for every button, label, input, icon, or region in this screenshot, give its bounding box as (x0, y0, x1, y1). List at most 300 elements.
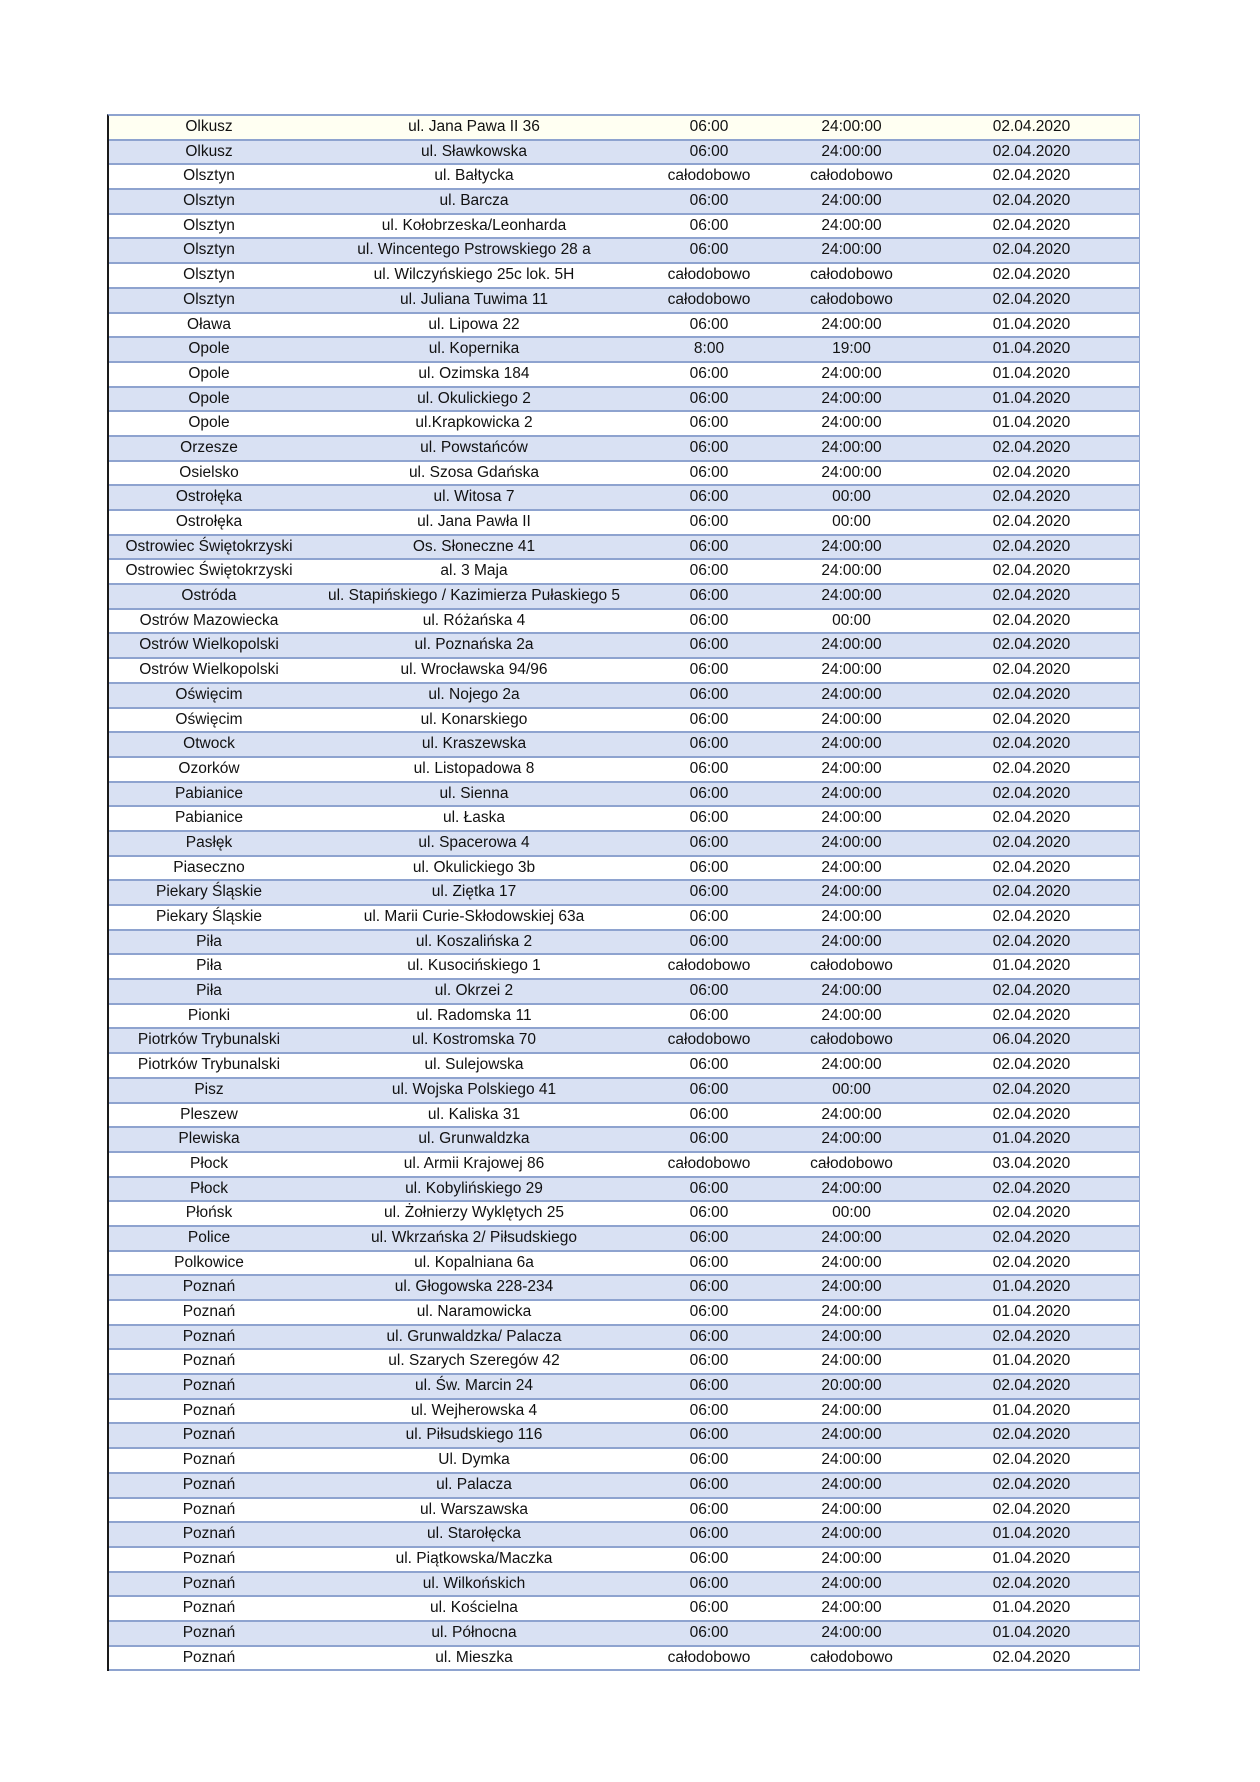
closing-time-cell: 00:00 (832, 488, 871, 506)
table-row (109, 1104, 1139, 1129)
date-cell: 02.04.2020 (992, 611, 1071, 629)
table-row (109, 1128, 1139, 1153)
date-cell: 02.04.2020 (992, 1451, 1071, 1469)
address-cell: ul. Witosa 7 (433, 488, 515, 506)
city-cell: Ostróda (181, 587, 237, 605)
address-cell: ul. Lipowa 22 (428, 315, 520, 333)
date-cell: 01.04.2020 (992, 315, 1071, 333)
closing-time-cell: 24:00:00 (821, 1327, 882, 1345)
opening-time-cell: 06:00 (689, 809, 729, 827)
city-cell: Police (187, 1228, 231, 1246)
table-row (109, 1227, 1139, 1252)
opening-time-cell: 06:00 (689, 1105, 729, 1123)
table-row (109, 1474, 1139, 1499)
date-cell: 02.04.2020 (992, 636, 1071, 654)
address-cell: ul. Kaliska 31 (427, 1105, 521, 1123)
opening-time-cell: 06:00 (689, 858, 729, 876)
opening-time-cell: 06:00 (689, 438, 729, 456)
date-cell: 02.04.2020 (992, 1105, 1071, 1123)
table-row (109, 906, 1139, 931)
city-cell: Poznań (182, 1451, 236, 1469)
table-row (109, 1647, 1139, 1672)
city-cell: Oława (187, 315, 231, 333)
city-cell: Pleszew (180, 1105, 238, 1123)
table-row (109, 338, 1139, 363)
closing-time-cell: 24:00:00 (821, 1475, 882, 1493)
closing-time-cell: 24:00:00 (821, 1401, 882, 1419)
opening-time-cell: 06:00 (689, 562, 729, 580)
closing-time-cell: 24:00:00 (821, 587, 882, 605)
date-cell: 01.04.2020 (992, 1549, 1071, 1567)
table-row (109, 412, 1139, 437)
closing-time-cell: 24:00:00 (821, 710, 882, 728)
date-cell: 02.04.2020 (992, 216, 1071, 234)
city-cell: Piła (196, 932, 222, 950)
address-cell: ul. Wejherowska 4 (410, 1401, 538, 1419)
opening-time-cell: 06:00 (689, 1475, 729, 1493)
city-cell: Piotrków Trybunalski (137, 1056, 281, 1074)
date-cell: 01.04.2020 (992, 1525, 1071, 1543)
opening-time-cell: 06:00 (689, 537, 729, 555)
table-row (109, 1326, 1139, 1351)
opening-time-cell: 06:00 (689, 1377, 729, 1395)
table-row (109, 709, 1139, 734)
address-cell: ul. Okulickiego 3b (412, 858, 536, 876)
date-cell: 02.04.2020 (992, 1253, 1071, 1271)
table-row (109, 190, 1139, 215)
table-row (109, 560, 1139, 585)
opening-time-cell: 06:00 (689, 1204, 729, 1222)
city-cell: Ostrów Mazowiecka (139, 611, 279, 629)
opening-time-cell: 06:00 (689, 759, 729, 777)
city-cell: Piła (196, 957, 222, 975)
opening-time-cell: 06:00 (689, 142, 729, 160)
opening-time-cell: 06:00 (689, 1006, 729, 1024)
date-cell: 02.04.2020 (992, 858, 1071, 876)
closing-time-cell: 20:00:00 (821, 1377, 882, 1395)
opening-time-cell: 06:00 (689, 1228, 729, 1246)
table-row (109, 1079, 1139, 1104)
closing-time-cell: 24:00:00 (821, 1179, 882, 1197)
date-cell: 02.04.2020 (992, 1377, 1071, 1395)
address-cell: ul. Kostromska 70 (411, 1031, 537, 1049)
closing-time-cell: 24:00:00 (821, 809, 882, 827)
table-row (109, 783, 1139, 808)
address-cell: ul. Wincentego Pstrowskiego 28 a (357, 241, 591, 259)
date-cell: 02.04.2020 (992, 290, 1071, 308)
city-cell: Polkowice (174, 1253, 244, 1271)
city-cell: Poznań (182, 1278, 236, 1296)
address-cell: ul. Naramowicka (416, 1303, 532, 1320)
date-cell: 01.04.2020 (992, 340, 1071, 358)
opening-time-cell: 06:00 (689, 661, 729, 679)
opening-time-cell: 06:00 (689, 1080, 729, 1098)
opening-time-cell: 06:00 (689, 982, 729, 1000)
closing-time-cell: 24:00:00 (821, 364, 882, 382)
address-cell: ul. Grunwaldzka (418, 1130, 530, 1148)
city-cell: Płock (190, 1154, 228, 1172)
date-cell: 02.04.2020 (992, 167, 1071, 185)
closing-time-cell: 24:00:00 (821, 315, 882, 333)
closing-time-cell: 24:00:00 (821, 414, 882, 432)
address-cell: ul. Kołobrzeska/Leonharda (381, 216, 567, 234)
address-cell: ul. Nojego 2a (428, 685, 520, 703)
table-row (109, 116, 1139, 141)
city-cell: Olsztyn (183, 192, 235, 210)
closing-time-cell: 24:00:00 (821, 1352, 882, 1370)
city-cell: Poznań (182, 1401, 236, 1419)
date-cell: 02.04.2020 (992, 908, 1071, 925)
address-cell: ul. Wojska Polskiego 41 (391, 1080, 557, 1098)
opening-time-cell: 06:00 (689, 1401, 729, 1419)
address-cell: ul. Sulejowska (424, 1056, 524, 1074)
city-cell: Poznań (182, 1549, 236, 1567)
address-cell: ul. Kościelna (430, 1599, 518, 1617)
city-cell: Poznań (182, 1525, 236, 1543)
table-row (109, 141, 1139, 166)
table-row (109, 1252, 1139, 1277)
table-row (109, 931, 1139, 956)
city-cell: Piaseczno (173, 858, 245, 876)
date-cell: 02.04.2020 (992, 463, 1071, 481)
address-cell: ul. Piątkowska/Maczka (395, 1549, 553, 1567)
address-cell: ul. Okulickiego 2 (417, 389, 531, 407)
closing-time-cell: 24:00:00 (821, 1574, 882, 1592)
opening-time-cell: całodobowo (667, 266, 751, 284)
date-cell: 02.04.2020 (992, 710, 1071, 728)
city-cell: Plewiska (178, 1130, 240, 1148)
address-cell: ul. Jana Pawa II 36 (408, 118, 540, 135)
city-cell: Olsztyn (183, 266, 235, 284)
city-cell: Ostrów Wielkopolski (139, 661, 279, 679)
date-cell: 02.04.2020 (992, 1228, 1071, 1246)
table-row (109, 511, 1139, 536)
opening-time-cell: 06:00 (689, 1525, 729, 1543)
date-cell: 02.04.2020 (992, 1327, 1071, 1345)
date-cell: 02.04.2020 (992, 1179, 1071, 1197)
address-cell: ul. Warszawska (420, 1500, 528, 1518)
date-cell: 02.04.2020 (992, 241, 1071, 259)
table-row (109, 758, 1139, 783)
closing-time-cell: 24:00:00 (821, 685, 882, 703)
closing-time-cell: 24:00:00 (821, 1105, 882, 1123)
table-row (109, 1029, 1139, 1054)
address-cell: ul. Barcza (439, 192, 509, 210)
table-row (109, 1375, 1139, 1400)
opening-time-cell: 06:00 (689, 1327, 729, 1345)
closing-time-cell: 19:00 (832, 340, 871, 358)
opening-time-cell: 06:00 (689, 1451, 729, 1469)
address-cell: ul. Poznańska 2a (414, 636, 534, 654)
closing-time-cell: 24:00:00 (821, 784, 882, 802)
date-cell: 02.04.2020 (992, 809, 1071, 827)
opening-time-cell: 06:00 (689, 1500, 729, 1518)
closing-time-cell: 24:00:00 (821, 1500, 882, 1518)
date-cell: 02.04.2020 (992, 883, 1071, 901)
address-cell: ul. Koszalińska 2 (415, 932, 533, 950)
closing-time-cell: całodobowo (810, 1031, 893, 1049)
opening-time-cell: 06:00 (689, 315, 729, 333)
date-cell: 01.04.2020 (992, 1623, 1071, 1641)
date-cell: 02.04.2020 (992, 1426, 1071, 1444)
address-cell: ul. Juliana Tuwima 11 (400, 290, 548, 308)
date-cell: 01.04.2020 (992, 364, 1071, 382)
table-row (109, 1499, 1139, 1524)
opening-time-cell: 06:00 (689, 1303, 729, 1320)
closing-time-cell: 24:00:00 (821, 1278, 882, 1296)
date-cell: 01.04.2020 (992, 1130, 1071, 1148)
date-cell: 01.04.2020 (992, 1401, 1071, 1419)
closing-time-cell: 24:00:00 (821, 463, 882, 481)
opening-time-cell: 06:00 (689, 1549, 729, 1567)
closing-time-cell: 24:00:00 (821, 118, 882, 135)
city-cell: Ostrołęka (175, 513, 243, 530)
opening-time-cell: 06:00 (689, 192, 729, 210)
city-cell: Piła (196, 982, 222, 1000)
table-row (109, 1301, 1139, 1326)
table-row (109, 1597, 1139, 1622)
city-cell: Oświęcim (175, 685, 243, 703)
address-cell: ul. Żołnierzy Wyklętych 25 (384, 1204, 564, 1222)
city-cell: Olkusz (185, 142, 233, 160)
address-cell: ul. Kusocińskiego 1 (407, 957, 541, 975)
closing-time-cell: 24:00:00 (821, 636, 882, 654)
closing-time-cell: 24:00:00 (821, 1253, 882, 1271)
date-cell: 02.04.2020 (992, 118, 1071, 135)
closing-time-cell: 24:00:00 (821, 759, 882, 777)
date-cell: 02.04.2020 (992, 685, 1071, 703)
address-cell: ul.Krapkowicka 2 (415, 414, 533, 432)
address-cell: ul. Okrzei 2 (434, 982, 514, 1000)
table-row (109, 1054, 1139, 1079)
closing-time-cell: 24:00:00 (821, 735, 882, 753)
table-row (109, 1400, 1139, 1425)
opening-time-cell: 06:00 (689, 587, 729, 605)
table-row (109, 857, 1139, 882)
closing-time-cell: 00:00 (832, 1080, 871, 1098)
table-row (109, 363, 1139, 388)
address-cell: ul. Bałtycka (434, 167, 514, 185)
table-row (109, 1202, 1139, 1227)
date-cell: 02.04.2020 (992, 784, 1071, 802)
closing-time-cell: 24:00:00 (821, 562, 882, 580)
table-row (109, 1005, 1139, 1030)
date-cell: 02.04.2020 (992, 142, 1071, 160)
opening-time-cell: 06:00 (689, 364, 729, 382)
table-row (109, 165, 1139, 190)
table-row (109, 684, 1139, 709)
opening-time-cell: 06:00 (689, 1179, 729, 1197)
city-cell: Poznań (182, 1574, 236, 1592)
opening-time-cell: 06:00 (689, 513, 729, 530)
city-cell: Otwock (183, 735, 235, 753)
opening-time-cell: 06:00 (689, 463, 729, 481)
date-cell: 01.04.2020 (992, 1599, 1071, 1617)
closing-time-cell: 24:00:00 (821, 1451, 882, 1469)
address-cell: ul. Łaska (442, 809, 506, 827)
opening-time-cell: 06:00 (689, 883, 729, 901)
closing-time-cell: 24:00:00 (821, 1130, 882, 1148)
address-cell: ul. Wrocławska 94/96 (400, 661, 548, 679)
address-cell: ul. Listopadowa 8 (413, 759, 535, 777)
address-cell: ul. Spacerowa 4 (418, 833, 530, 851)
city-cell: Pabianice (174, 809, 244, 827)
city-cell: Poznań (182, 1623, 236, 1641)
city-cell: Poznań (182, 1475, 236, 1493)
city-cell: Pabianice (174, 784, 244, 802)
table-row (109, 462, 1139, 487)
address-cell: ul. Radomska 11 (416, 1006, 532, 1024)
city-cell: Ostrowiec Świętokrzyski (125, 562, 293, 580)
city-cell: Poznań (182, 1500, 236, 1518)
closing-time-cell: 24:00:00 (821, 142, 882, 160)
city-cell: Opole (188, 364, 230, 382)
opening-time-cell: całodobowo (667, 1154, 751, 1172)
opening-time-cell: 06:00 (689, 784, 729, 802)
date-cell: 02.04.2020 (992, 1500, 1071, 1518)
closing-time-cell: 24:00:00 (821, 1426, 882, 1444)
address-cell: ul. Szarych Szeregów 42 (388, 1352, 560, 1370)
city-cell: Osielsko (179, 463, 239, 481)
table-row (109, 807, 1139, 832)
table-row (109, 1573, 1139, 1598)
table-row (109, 314, 1139, 339)
opening-time-cell: 06:00 (689, 488, 729, 506)
table-row (109, 215, 1139, 240)
city-cell: Pisz (194, 1080, 224, 1098)
opening-time-cell: 06:00 (689, 1623, 729, 1641)
closing-time-cell: 24:00:00 (821, 1525, 882, 1543)
table-row (109, 388, 1139, 413)
city-cell: Poznań (182, 1352, 236, 1370)
table-row (109, 881, 1139, 906)
closing-time-cell: 24:00:00 (821, 833, 882, 851)
city-cell: Olsztyn (183, 241, 235, 259)
city-cell: Oświęcim (175, 710, 243, 728)
date-cell: 02.04.2020 (992, 1080, 1071, 1098)
address-cell: ul. Palacza (436, 1475, 512, 1493)
address-cell: al. 3 Maja (440, 562, 508, 580)
opening-time-cell: 06:00 (689, 611, 729, 629)
opening-time-cell: 06:00 (689, 241, 729, 259)
table-row (109, 832, 1139, 857)
date-cell: 02.04.2020 (992, 833, 1071, 851)
table-row (109, 610, 1139, 635)
address-cell: ul. Kraszewska (421, 735, 527, 753)
address-cell: ul. Starołęcka (427, 1525, 521, 1543)
date-cell: 02.04.2020 (992, 562, 1071, 580)
opening-time-cell: całodobowo (667, 1031, 751, 1049)
opening-time-cell: 06:00 (689, 735, 729, 753)
opening-time-cell: całodobowo (667, 167, 751, 185)
date-cell: 02.04.2020 (992, 1475, 1071, 1493)
address-cell: ul. Północna (431, 1623, 517, 1641)
table-row (109, 980, 1139, 1005)
address-cell: ul. Jana Pawła II (417, 513, 531, 530)
table-row (109, 733, 1139, 758)
address-cell: ul. Powstańców (420, 438, 528, 456)
opening-time-cell: 06:00 (689, 414, 729, 432)
closing-time-cell: 24:00:00 (821, 241, 882, 259)
closing-time-cell: 24:00:00 (821, 661, 882, 679)
table-row (109, 634, 1139, 659)
address-cell: ul. Stapińskiego / Kazimierza Pułaskiego 5 (327, 587, 621, 605)
city-cell: Olsztyn (183, 167, 235, 185)
city-cell: Opole (188, 340, 230, 358)
date-cell: 02.04.2020 (992, 1006, 1071, 1024)
closing-time-cell: 24:00:00 (821, 537, 882, 555)
address-cell: Ul. Dymka (438, 1451, 510, 1469)
address-cell: ul. Armii Krajowej 86 (403, 1154, 545, 1172)
table-row (109, 1548, 1139, 1573)
date-cell: 03.04.2020 (992, 1154, 1071, 1172)
city-cell: Olsztyn (183, 290, 235, 308)
closing-time-cell: całodobowo (810, 266, 893, 284)
closing-time-cell: 24:00:00 (821, 1623, 882, 1641)
closing-time-cell: 24:00:00 (821, 883, 882, 901)
city-cell: Ostrołęka (175, 488, 243, 506)
closing-time-cell: 24:00:00 (821, 982, 882, 1000)
address-cell: ul. Wkrzańska 2/ Piłsudskiego (371, 1228, 577, 1246)
table-row (109, 1424, 1139, 1449)
date-cell: 01.04.2020 (992, 957, 1071, 975)
closing-time-cell: 24:00:00 (821, 1599, 882, 1617)
table-row (109, 536, 1139, 561)
opening-time-cell: 8:00 (693, 340, 725, 358)
address-cell: ul. Sławkowska (421, 142, 527, 160)
date-cell: 02.04.2020 (992, 1056, 1071, 1074)
closing-time-cell: 24:00:00 (821, 1303, 882, 1320)
closing-time-cell: 24:00:00 (821, 1006, 882, 1024)
city-cell: Poznań (182, 1426, 236, 1444)
opening-time-cell: 06:00 (689, 216, 729, 234)
city-cell: Olsztyn (183, 216, 235, 234)
opening-time-cell: 06:00 (689, 1426, 729, 1444)
date-cell: 02.04.2020 (992, 1648, 1071, 1666)
opening-time-cell: 06:00 (689, 1278, 729, 1296)
city-cell: Poznań (182, 1303, 236, 1320)
opening-time-cell: 06:00 (689, 932, 729, 950)
city-cell: Piotrków Trybunalski (137, 1031, 281, 1049)
city-cell: Ostrowiec Świętokrzyski (125, 537, 293, 555)
table-row (109, 955, 1139, 980)
address-cell: ul. Głogowska 228-234 (394, 1278, 554, 1296)
closing-time-cell: 24:00:00 (821, 932, 882, 950)
address-cell: ul. Kobylińskiego 29 (405, 1179, 543, 1197)
opening-time-cell: 06:00 (689, 1352, 729, 1370)
date-cell: 01.04.2020 (992, 1303, 1071, 1320)
opening-time-cell: 06:00 (689, 710, 729, 728)
city-cell: Płock (190, 1179, 228, 1197)
city-cell: Olkusz (185, 118, 233, 135)
opening-time-cell: 06:00 (689, 389, 729, 407)
address-cell: ul. Piłsudskiego 116 (405, 1426, 543, 1444)
closing-time-cell: 00:00 (832, 611, 871, 629)
date-cell: 02.04.2020 (992, 1204, 1071, 1222)
city-cell: Płońsk (185, 1204, 233, 1222)
opening-time-cell: 06:00 (689, 833, 729, 851)
date-cell: 02.04.2020 (992, 735, 1071, 753)
address-cell: ul. Marii Curie-Skłodowskiej 63a (363, 908, 585, 925)
closing-time-cell: całodobowo (810, 1154, 893, 1172)
date-cell: 02.04.2020 (992, 1574, 1071, 1592)
address-cell: ul. Ziętka 17 (431, 883, 517, 901)
date-cell: 02.04.2020 (992, 982, 1071, 1000)
city-cell: Poznań (182, 1377, 236, 1395)
store-hours-table (107, 114, 1140, 1671)
address-cell: ul. Wilkońskich (422, 1574, 526, 1592)
date-cell: 02.04.2020 (992, 537, 1071, 555)
